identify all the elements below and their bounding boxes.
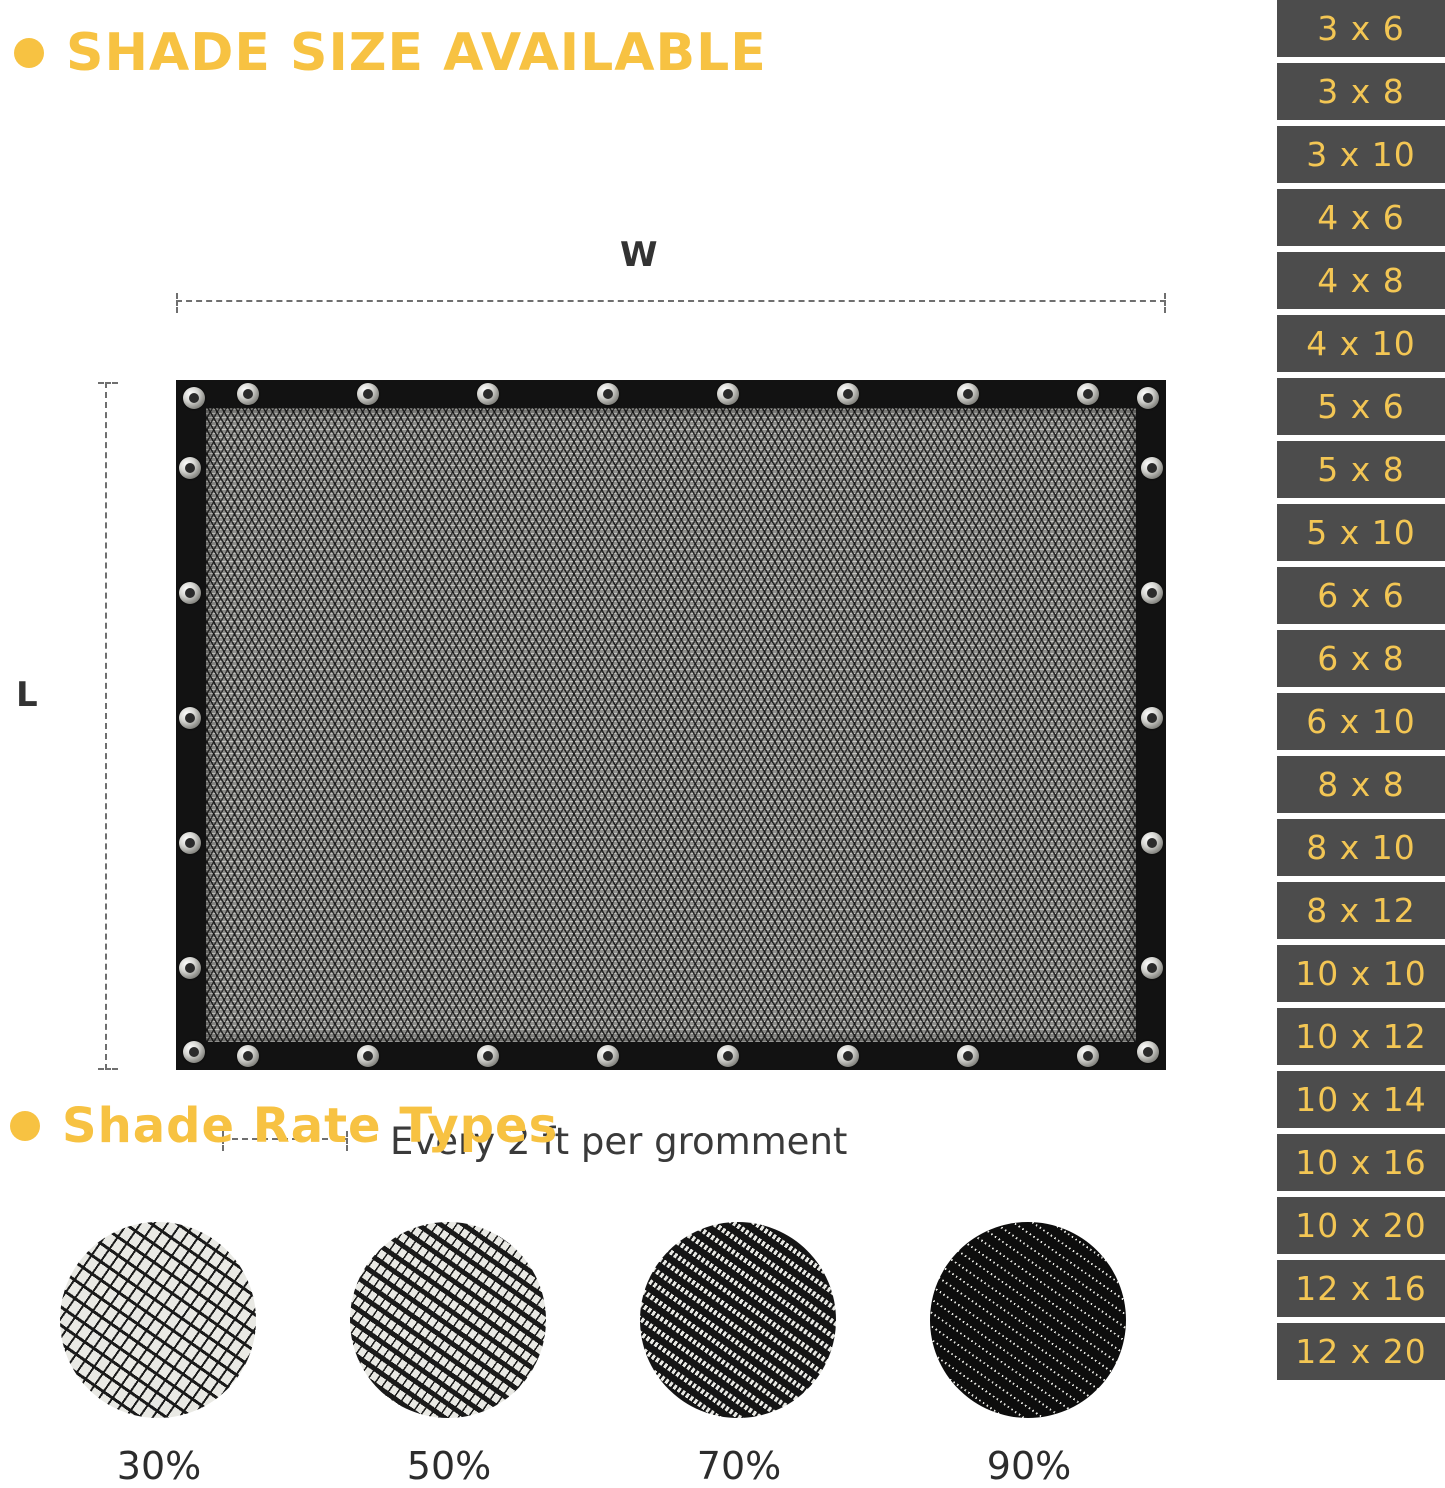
grommet-right	[1141, 582, 1163, 604]
width-label: W	[620, 235, 658, 275]
list-item	[60, 1222, 258, 1488]
width-measure-line	[176, 300, 1166, 316]
size-chip[interactable]: 8 x 8	[1277, 756, 1445, 813]
size-chip[interactable]: 6 x 6	[1277, 567, 1445, 624]
size-chip[interactable]: 10 x 20	[1277, 1197, 1445, 1254]
size-chip[interactable]: 6 x 10	[1277, 693, 1445, 750]
shade-rate-label: 30%	[116, 1444, 202, 1488]
mesh-swatch-30-icon	[60, 1222, 256, 1418]
size-chip[interactable]: 10 x 10	[1277, 945, 1445, 1002]
grommet-bottom	[1077, 1045, 1099, 1067]
length-label: L	[16, 675, 38, 715]
size-chip[interactable]: 4 x 8	[1277, 252, 1445, 309]
grommet-top	[717, 383, 739, 405]
grommet-bottom	[597, 1045, 619, 1067]
shade-rate-title: Shade Rate Types	[62, 1098, 559, 1154]
list-item	[640, 1222, 838, 1488]
shade-rate-label: 90%	[986, 1444, 1072, 1488]
shade-rate-header	[10, 1098, 558, 1154]
grommet-spacing-caption: Every 2 ft per gromment	[390, 1120, 848, 1163]
shade-rate-label: 50%	[406, 1444, 492, 1488]
size-chip[interactable]: 3 x 10	[1277, 126, 1445, 183]
grommet-right	[1141, 457, 1163, 479]
mesh-swatch-90-icon	[930, 1222, 1126, 1418]
grommet-bottom	[837, 1045, 859, 1067]
size-chip[interactable]: 5 x 10	[1277, 504, 1445, 561]
size-chip[interactable]: 3 x 6	[1277, 0, 1445, 57]
shade-mesh-texture	[206, 408, 1136, 1042]
grommet-bottom	[237, 1045, 259, 1067]
grommet-right	[1141, 957, 1163, 979]
grommet-bottom	[717, 1045, 739, 1067]
shade-rate-list	[60, 1222, 1190, 1488]
shade-cloth-panel	[176, 380, 1166, 1070]
size-chip[interactable]: 4 x 6	[1277, 189, 1445, 246]
size-chip[interactable]: 10 x 16	[1277, 1134, 1445, 1191]
size-chip[interactable]: 5 x 8	[1277, 441, 1445, 498]
size-chip[interactable]: 5 x 6	[1277, 378, 1445, 435]
grommet-right	[1141, 707, 1163, 729]
bullet-icon	[10, 1111, 40, 1141]
grommet-left	[179, 957, 201, 979]
bullet-icon	[14, 38, 44, 68]
size-chip[interactable]: 8 x 12	[1277, 882, 1445, 939]
size-chip[interactable]: 10 x 14	[1277, 1071, 1445, 1128]
grommet-bottom	[357, 1045, 379, 1067]
grommet-corner	[1137, 1041, 1159, 1063]
grommet-top	[837, 383, 859, 405]
mesh-swatch-50-icon	[350, 1222, 546, 1418]
grommet-left	[179, 707, 201, 729]
grommet-left	[179, 582, 201, 604]
shade-size-header	[14, 24, 1014, 82]
size-chip[interactable]: 12 x 16	[1277, 1260, 1445, 1317]
grommet-top	[1077, 383, 1099, 405]
size-chip[interactable]: 8 x 10	[1277, 819, 1445, 876]
grommet-left	[179, 457, 201, 479]
grommet-bottom	[477, 1045, 499, 1067]
size-chip[interactable]: 3 x 8	[1277, 63, 1445, 120]
size-chip[interactable]: 12 x 20	[1277, 1323, 1445, 1380]
size-option-list	[1277, 0, 1445, 1380]
size-chip[interactable]: 6 x 8	[1277, 630, 1445, 687]
shade-rate-label: 70%	[696, 1444, 782, 1488]
grommet-corner	[183, 387, 205, 409]
page-title: SHADE SIZE AVAILABLE	[66, 23, 767, 83]
grommet-top	[957, 383, 979, 405]
grommet-top	[477, 383, 499, 405]
length-measure-line	[105, 382, 121, 1070]
list-item	[930, 1222, 1128, 1488]
grommet-corner	[183, 1041, 205, 1063]
mesh-swatch-70-icon	[640, 1222, 836, 1418]
grommet-top	[237, 383, 259, 405]
size-chip[interactable]: 10 x 12	[1277, 1008, 1445, 1065]
grommet-corner	[1137, 387, 1159, 409]
grommet-bottom	[957, 1045, 979, 1067]
grommet-left	[179, 832, 201, 854]
grommet-right	[1141, 832, 1163, 854]
grommet-top	[597, 383, 619, 405]
size-chip[interactable]: 4 x 10	[1277, 315, 1445, 372]
list-item	[350, 1222, 548, 1488]
grommet-top	[357, 383, 379, 405]
